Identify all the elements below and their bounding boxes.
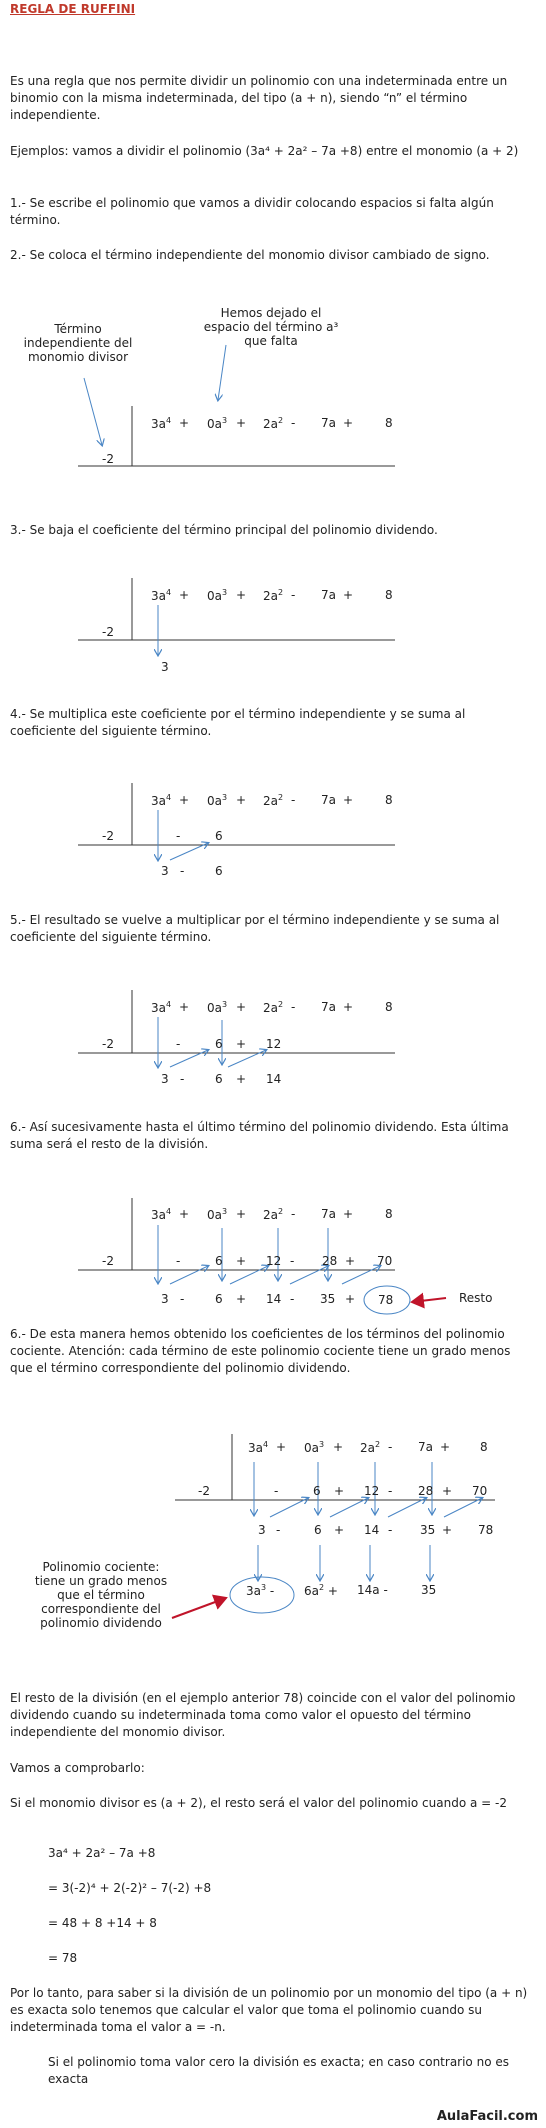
figure-1 [78,345,395,466]
op: + [236,416,247,430]
op: - [291,416,296,430]
outro-paragraph-3: Si el monomio divisor es (a + 2), el resto será el valor del polinomio cuando a = -2 [10,1796,507,1810]
resto-label: Resto [459,1291,493,1305]
quotient-6a2: $6a^2$ + [304,1583,338,1598]
annotation-cociente: Polinomio cociente: tiene un grado menos que el término correspondiente del polinomio dividendo [34,1560,168,1630]
outro-paragraph-1: El resto de la división (en el ejemplo anterior 78) coincide con el valor del polinomio dividendo cuando su indeterminada toma como valor el opuesto del término independiente del monomio divisor. [10,1691,516,1739]
intro-paragraph: Es una regla que nos permite dividir un polinomio con una indeterminada entre un binomio con la misma indeterminada, del tipo (a + n), siendo “n” el término independiente. [10,74,508,122]
equation-3: = 48 + 8 +14 + 8 [48,1916,157,1930]
equation-4: = 78 [48,1951,78,1965]
outro-paragraph-5: Si el polinomio toma valor cero la división es exacta; en caso contrario no es exacta [48,2055,509,2086]
example-paragraph: Ejemplos: vamos a dividir el polinomio (3a⁴ + 2a² – 7a +8) entre el monomio (a + 2) [10,144,519,158]
coef-3a4: $3a^4$ [151,416,172,431]
coef-0a3: $0a^3$ [207,416,228,431]
outro-paragraph-4: Por lo tanto, para saber si la división de un polinomio por un monomio del tipo (a + n) es exacta solo tenemos que calcular el valor que toma el polinomio cuando su indeterminada toma el valor a = -n. [10,1986,528,2034]
step-6-text: 6.- Así sucesivamente hasta el último término del polinomio dividendo. Esta última suma será el resto de la división. [10,1120,509,1151]
remainder-value: 78 [378,1293,394,1307]
annotation-termino-independiente: Término independiente del monomio divisor [23,322,133,364]
step-7-text: 6.- De esta manera hemos obtenido los coeficientes de los términos del polinomio cociente. Atención: cada término de este polinomio cociente tiene un grado menos que el término correspondiente del polinomio dividendo. [10,1327,511,1375]
outro-paragraph-2: Vamos a comprobarlo: [10,1761,145,1775]
equation-1: 3a⁴ + 2a² – 7a +8 [48,1846,156,1860]
aulafacil-logo: AulaFacil.com [436,2109,538,2124]
quotient-35: 35 [421,1583,437,1597]
coef-8: 8 [385,416,393,430]
divisor: -2 [102,452,114,466]
step-4-text: 4.- Se multiplica este coeficiente por el término independiente y se suma al coeficiente del siguiente término. [10,707,466,738]
coef-7a: 7a [321,416,336,430]
quotient-3a3: $3a^3$ - [246,1583,275,1598]
op: + [179,416,190,430]
quotient-14a: 14a - [357,1583,388,1597]
step-1-text: 1.- Se escribe el polinomio que vamos a dividir colocando espacios si falta algún término. [10,196,494,227]
page-title: REGLA DE RUFFINI [10,2,136,16]
step-2-text: 2.- Se coloca el término independiente del monomio divisor cambiado de signo. [10,248,490,262]
step-3-text: 3.- Se baja el coeficiente del término principal del polinomio dividendo. [10,523,438,537]
coef-2a2: $2a^2$ [263,416,284,431]
op: + [343,416,354,430]
equation-2: = 3(-2)⁴ + 2(-2)² – 7(-2) +8 [48,1881,212,1895]
annotation-hueco: Hemos dejado el espacio del término a³ que falta [203,306,339,348]
step-5-text: 5.- El resultado se vuelve a multiplicar por el término independiente y se suma al coeficiente del siguiente término. [10,913,500,944]
result-3: 3 [161,660,169,674]
